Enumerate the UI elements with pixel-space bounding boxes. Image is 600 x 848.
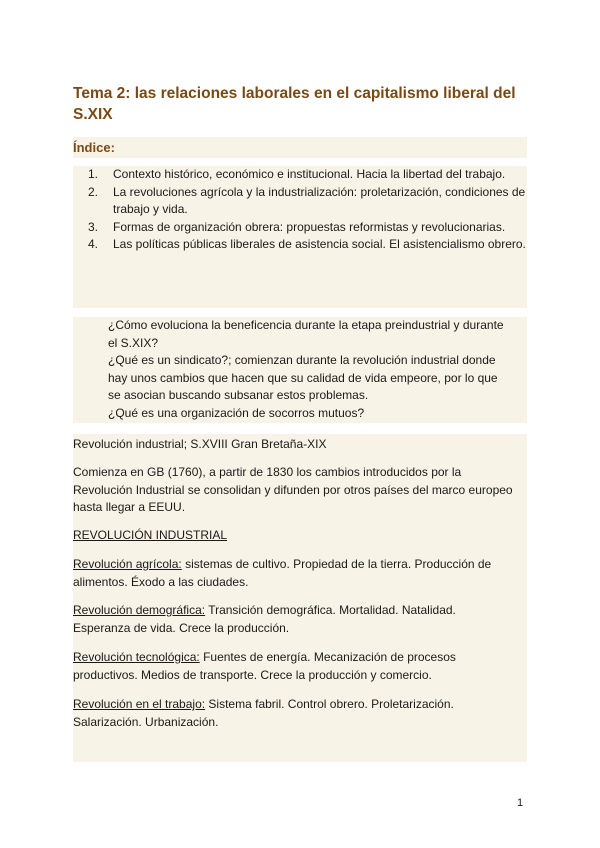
index-item [73,236,527,254]
index-item [73,166,527,184]
revolution-text: Transición demográfica. Mortalidad. Natalidad. Esperanza de vida. Crece la producción. [73,603,456,635]
questions-block [73,317,527,423]
index-item-text: Contexto histórico, económico e institucional. Hacia la libertad del trabajo. [113,167,506,181]
revolution-label: Revolución tecnológica: [73,650,200,664]
revolution-label: Revolución agrícola: [73,557,182,571]
index-heading: Índice: [73,137,527,158]
index-item-number: 2. [88,184,99,199]
index-item-text: Las políticas públicas liberales de asistencia social. El asistencialismo obrero. [113,237,526,251]
index-item [73,219,527,237]
revolution-work [73,696,513,731]
revolution-demographic [73,602,513,637]
revolution-label: Revolución demográfica: [73,603,206,617]
body-block [73,434,527,762]
paragraph-industrial-revolution: Revolución industrial; S.XVIII Gran Bretaña-XIX [73,437,327,451]
index-item-text: Formas de organización obrera: propuestas reformistas y revolucionarias. [113,219,506,234]
index-item-number: 4. [88,237,99,251]
index-item [73,184,527,219]
revolution-label: Revolución en el trabajo: [73,697,206,711]
revolution-text: Sistema fabril. Control obrero. Proletarización. Salarización. Urbanización. [73,697,454,729]
document-title: Tema 2: las relaciones laborales en el capitalismo liberal del S.XIX [73,85,516,123]
revolution-text: Fuentes de energía. Mecanización de procesos productivos. Medios de transporte. Crece la producción y comercio. [73,650,456,682]
paragraph-great-britain: Comienza en GB (1760), a partir de 1830 los cambios introducidos por la Revolución Industrial se consolidan y difunden por otros países del marco europeo hasta llegar a EEUU. [73,465,513,514]
index-item-text: La revoluciones agrícola y la industrialización: proletarización, condiciones de trabajo y vida. [113,184,526,216]
revolution-text: sistemas de cultivo. Propiedad de la tierra. Producción de alimentos. Éxodo a las ciudades. [73,557,492,589]
index-item-number: 3. [88,219,99,234]
index-list [73,166,527,308]
question: ¿Qué es una organización de socorros mutuos? [108,405,365,420]
revolution-technological [73,649,513,684]
index-item-number: 1. [88,167,99,181]
section-heading: REVOLUCIÓN INDUSTRIAL [73,528,228,542]
question: ¿Cómo evoluciona la beneficencia durante la etapa preindustrial y durante el S.XIX? [108,318,504,350]
question: ¿Qué es un sindicato?; comienzan durante la revolución industrial donde hay unos cambios que hacen que su calidad de vida empeore, por lo que se asocian buscando subsanar estos problemas. [108,353,498,402]
page-number: 1 [517,797,524,809]
revolution-agricultural [73,556,513,591]
